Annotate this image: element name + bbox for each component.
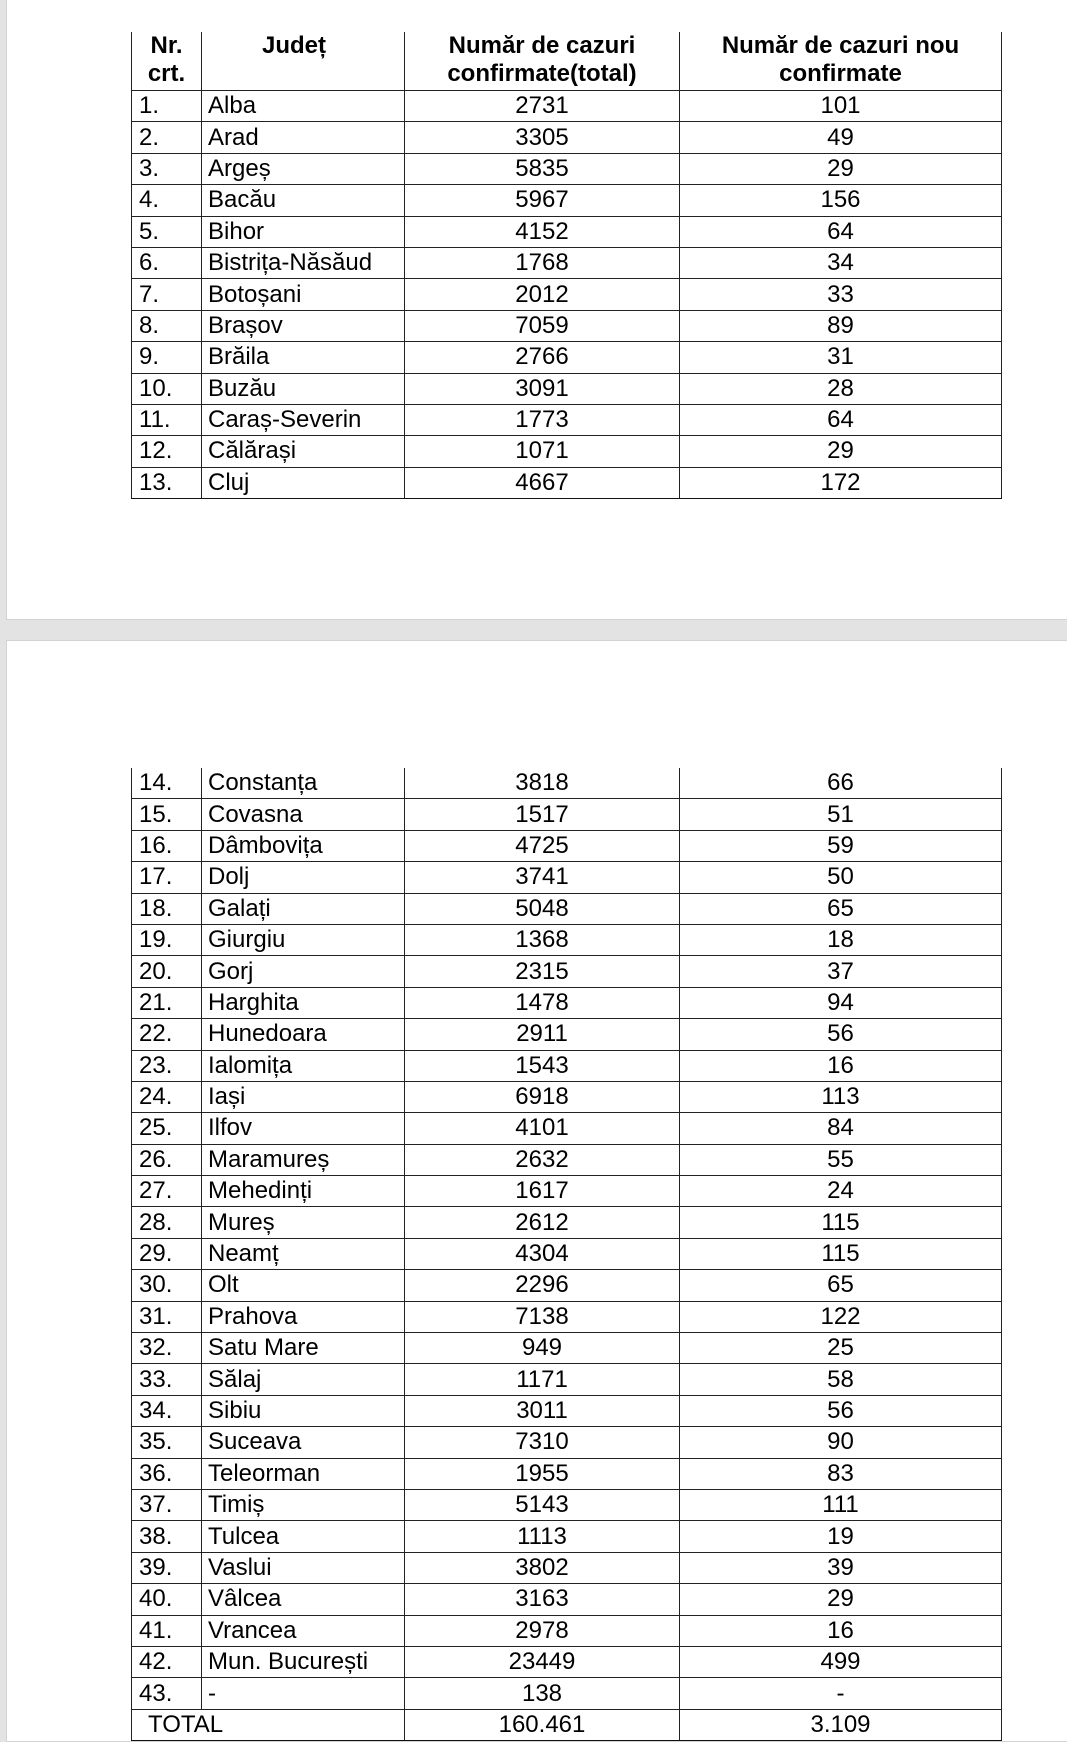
table-row [132, 893, 1002, 924]
new-cases-value: 83 [680, 1458, 1002, 1489]
table-row [132, 247, 1002, 278]
table-body-part-1 [132, 91, 1002, 499]
row-number: 3. [132, 153, 202, 184]
new-cases-value: 49 [680, 122, 1002, 153]
table-row [132, 1552, 1002, 1583]
row-number: 41. [132, 1615, 202, 1646]
county-name: Suceava [202, 1427, 405, 1458]
county-name: Bistrița-Năsăud [202, 247, 405, 278]
row-number: 4. [132, 185, 202, 216]
county-name: Brașov [202, 310, 405, 341]
row-number: 34. [132, 1395, 202, 1426]
county-name: Galați [202, 893, 405, 924]
new-cases-value: 29 [680, 1584, 1002, 1615]
table-row [132, 1646, 1002, 1677]
row-number: 7. [132, 279, 202, 310]
row-number: 40. [132, 1584, 202, 1615]
row-number: 20. [132, 956, 202, 987]
new-cases-value: 24 [680, 1176, 1002, 1207]
row-number: 21. [132, 987, 202, 1018]
total-cases-value: 1368 [405, 924, 680, 955]
row-number: 27. [132, 1176, 202, 1207]
table-row [132, 185, 1002, 216]
table-row [132, 1427, 1002, 1458]
total-cases-value: 3163 [405, 1584, 680, 1615]
county-name: Harghita [202, 987, 405, 1018]
document-page-2 [6, 640, 1067, 1742]
table-row [132, 1019, 1002, 1050]
county-name: Sălaj [202, 1364, 405, 1395]
row-number: 39. [132, 1552, 202, 1583]
new-cases-value: 101 [680, 91, 1002, 122]
new-cases-value: 29 [680, 436, 1002, 467]
total-cases-value: 4101 [405, 1113, 680, 1144]
table-row [132, 310, 1002, 341]
new-cases-value: 39 [680, 1552, 1002, 1583]
total-cases-value: 2978 [405, 1615, 680, 1646]
county-name: Mureș [202, 1207, 405, 1238]
table-row [132, 1238, 1002, 1269]
new-cases-value: 29 [680, 153, 1002, 184]
new-cases-value: 16 [680, 1050, 1002, 1081]
row-number: 9. [132, 342, 202, 373]
row-number: 22. [132, 1019, 202, 1050]
county-name: Ialomița [202, 1050, 405, 1081]
row-number: 38. [132, 1521, 202, 1552]
county-name: Călărași [202, 436, 405, 467]
total-cases-value: 3305 [405, 122, 680, 153]
new-cases-value: 51 [680, 799, 1002, 830]
row-number: 13. [132, 467, 202, 498]
table-row [132, 1207, 1002, 1238]
county-name: Vrancea [202, 1615, 405, 1646]
table-row [132, 1395, 1002, 1426]
table-row [132, 1081, 1002, 1112]
county-name: Hunedoara [202, 1019, 405, 1050]
row-number: 33. [132, 1364, 202, 1395]
new-cases-value: 18 [680, 924, 1002, 955]
table-row [132, 1301, 1002, 1332]
new-cases-value: - [680, 1678, 1002, 1709]
row-number: 16. [132, 830, 202, 861]
total-cases-value: 7138 [405, 1301, 680, 1332]
row-number: 24. [132, 1081, 202, 1112]
row-number: 25. [132, 1113, 202, 1144]
total-cases-value: 6918 [405, 1081, 680, 1112]
county-name: Buzău [202, 373, 405, 404]
new-cases-value: 56 [680, 1395, 1002, 1426]
county-name: Mun. București [202, 1646, 405, 1677]
new-cases-value: 25 [680, 1333, 1002, 1364]
total-cases-value: 2315 [405, 956, 680, 987]
row-number: 43. [132, 1678, 202, 1709]
county-name: Prahova [202, 1301, 405, 1332]
total-cases-value: 2296 [405, 1270, 680, 1301]
county-name: Tulcea [202, 1521, 405, 1552]
row-number: 15. [132, 799, 202, 830]
new-cases-value: 111 [680, 1489, 1002, 1520]
table-body-part-2 [132, 768, 1002, 1709]
row-number: 30. [132, 1270, 202, 1301]
county-name: Maramureș [202, 1144, 405, 1175]
county-name: Bihor [202, 216, 405, 247]
row-number: 12. [132, 436, 202, 467]
row-number: 1. [132, 91, 202, 122]
row-number: 28. [132, 1207, 202, 1238]
new-cases-value: 94 [680, 987, 1002, 1018]
document-page-1 [6, 0, 1067, 620]
row-number: 2. [132, 122, 202, 153]
total-cases-value: 3741 [405, 862, 680, 893]
total-cases-value: 3091 [405, 373, 680, 404]
total-cases-value: 2766 [405, 342, 680, 373]
table-row [132, 1364, 1002, 1395]
row-number: 29. [132, 1238, 202, 1269]
total-cases-value: 1478 [405, 987, 680, 1018]
header-new-cases: Număr de cazuri nou confirmate [680, 32, 1002, 91]
new-cases-value: 34 [680, 247, 1002, 278]
new-cases-value: 16 [680, 1615, 1002, 1646]
table-row [132, 216, 1002, 247]
total-label: TOTAL [132, 1709, 405, 1740]
county-name: Olt [202, 1270, 405, 1301]
new-cases-value: 37 [680, 956, 1002, 987]
cases-table-part-2 [131, 768, 1002, 1741]
row-number: 11. [132, 404, 202, 435]
row-number: 10. [132, 373, 202, 404]
total-cases-value: 5143 [405, 1489, 680, 1520]
total-cases-value: 2632 [405, 1144, 680, 1175]
new-cases-value: 66 [680, 768, 1002, 799]
county-name: Vâlcea [202, 1584, 405, 1615]
total-cases-value: 1955 [405, 1458, 680, 1489]
row-number: 18. [132, 893, 202, 924]
new-cases-value: 58 [680, 1364, 1002, 1395]
county-name: Iași [202, 1081, 405, 1112]
table-row [132, 91, 1002, 122]
new-cases-value: 31 [680, 342, 1002, 373]
table-row [132, 1521, 1002, 1552]
table-row [132, 1113, 1002, 1144]
new-cases-value: 115 [680, 1207, 1002, 1238]
total-cases-value: 1543 [405, 1050, 680, 1081]
new-cases-value: 90 [680, 1427, 1002, 1458]
total-row [132, 1709, 1002, 1740]
row-number: 6. [132, 247, 202, 278]
total-cases-value: 949 [405, 1333, 680, 1364]
county-name: Ilfov [202, 1113, 405, 1144]
county-name: Giurgiu [202, 924, 405, 955]
cases-table-part-1 [131, 32, 1002, 499]
county-name: Vaslui [202, 1552, 405, 1583]
total-cases-value: 2911 [405, 1019, 680, 1050]
county-name: Cluj [202, 467, 405, 498]
county-name: Dâmbovița [202, 830, 405, 861]
new-cases-value: 56 [680, 1019, 1002, 1050]
total-cases-value: 7059 [405, 310, 680, 341]
total-cases-value: 2012 [405, 279, 680, 310]
new-cases-value: 65 [680, 1270, 1002, 1301]
table-row [132, 830, 1002, 861]
table-row [132, 153, 1002, 184]
table-row [132, 987, 1002, 1018]
total-cases-value: 5967 [405, 185, 680, 216]
total-cases-value: 5835 [405, 153, 680, 184]
total-cases-sum: 160.461 [405, 1709, 680, 1740]
total-cases-value: 7310 [405, 1427, 680, 1458]
table-row [132, 1615, 1002, 1646]
row-number: 5. [132, 216, 202, 247]
new-cases-sum: 3.109 [680, 1709, 1002, 1740]
table-row [132, 342, 1002, 373]
table-row [132, 1333, 1002, 1364]
table-row [132, 373, 1002, 404]
header-total-cases: Număr de cazuri confirmate(total) [405, 32, 680, 91]
table-row [132, 1458, 1002, 1489]
county-name: Teleorman [202, 1458, 405, 1489]
total-cases-value: 138 [405, 1678, 680, 1709]
total-cases-value: 1617 [405, 1176, 680, 1207]
total-cases-value: 3802 [405, 1552, 680, 1583]
total-cases-value: 1171 [405, 1364, 680, 1395]
row-number: 35. [132, 1427, 202, 1458]
total-cases-value: 4152 [405, 216, 680, 247]
table-row [132, 1489, 1002, 1520]
county-name: Mehedinți [202, 1176, 405, 1207]
new-cases-value: 33 [680, 279, 1002, 310]
county-name: Botoșani [202, 279, 405, 310]
table-row [132, 956, 1002, 987]
county-name: Argeș [202, 153, 405, 184]
total-cases-value: 5048 [405, 893, 680, 924]
total-cases-value: 4667 [405, 467, 680, 498]
new-cases-value: 115 [680, 1238, 1002, 1269]
row-number: 36. [132, 1458, 202, 1489]
total-cases-value: 3011 [405, 1395, 680, 1426]
county-name: Satu Mare [202, 1333, 405, 1364]
county-name: - [202, 1678, 405, 1709]
table-row [132, 768, 1002, 799]
header-judet: Județ [202, 32, 405, 91]
county-name: Caraș-Severin [202, 404, 405, 435]
row-number: 14. [132, 768, 202, 799]
new-cases-value: 122 [680, 1301, 1002, 1332]
table-row [132, 799, 1002, 830]
row-number: 8. [132, 310, 202, 341]
county-name: Gorj [202, 956, 405, 987]
county-name: Arad [202, 122, 405, 153]
new-cases-value: 55 [680, 1144, 1002, 1175]
row-number: 42. [132, 1646, 202, 1677]
table-row [132, 467, 1002, 498]
new-cases-value: 50 [680, 862, 1002, 893]
total-cases-value: 23449 [405, 1646, 680, 1677]
table-row [132, 862, 1002, 893]
new-cases-value: 156 [680, 185, 1002, 216]
new-cases-value: 64 [680, 404, 1002, 435]
table-row [132, 1176, 1002, 1207]
total-cases-value: 2612 [405, 1207, 680, 1238]
new-cases-value: 19 [680, 1521, 1002, 1552]
total-cases-value: 1773 [405, 404, 680, 435]
header-nr-crt: Nr. crt. [132, 32, 202, 91]
table-row [132, 924, 1002, 955]
table-row [132, 404, 1002, 435]
county-name: Bacău [202, 185, 405, 216]
new-cases-value: 65 [680, 893, 1002, 924]
new-cases-value: 89 [680, 310, 1002, 341]
table-row [132, 1144, 1002, 1175]
total-cases-value: 1113 [405, 1521, 680, 1552]
county-name: Neamț [202, 1238, 405, 1269]
row-number: 23. [132, 1050, 202, 1081]
county-name: Constanța [202, 768, 405, 799]
table-header-row [132, 32, 1002, 91]
county-name: Covasna [202, 799, 405, 830]
row-number: 26. [132, 1144, 202, 1175]
county-name: Alba [202, 91, 405, 122]
total-cases-value: 1768 [405, 247, 680, 278]
total-cases-value: 2731 [405, 91, 680, 122]
county-name: Brăila [202, 342, 405, 373]
new-cases-value: 28 [680, 373, 1002, 404]
row-number: 19. [132, 924, 202, 955]
county-name: Timiș [202, 1489, 405, 1520]
row-number: 31. [132, 1301, 202, 1332]
row-number: 37. [132, 1489, 202, 1520]
table-row [132, 1584, 1002, 1615]
table-row [132, 1050, 1002, 1081]
total-cases-value: 4304 [405, 1238, 680, 1269]
total-cases-value: 4725 [405, 830, 680, 861]
total-cases-value: 1071 [405, 436, 680, 467]
county-name: Dolj [202, 862, 405, 893]
county-name: Sibiu [202, 1395, 405, 1426]
new-cases-value: 499 [680, 1646, 1002, 1677]
new-cases-value: 59 [680, 830, 1002, 861]
new-cases-value: 172 [680, 467, 1002, 498]
total-cases-value: 1517 [405, 799, 680, 830]
row-number: 32. [132, 1333, 202, 1364]
table-row [132, 279, 1002, 310]
table-row [132, 436, 1002, 467]
new-cases-value: 64 [680, 216, 1002, 247]
table-row [132, 122, 1002, 153]
table-row [132, 1678, 1002, 1709]
table-row [132, 1270, 1002, 1301]
new-cases-value: 84 [680, 1113, 1002, 1144]
total-cases-value: 3818 [405, 768, 680, 799]
row-number: 17. [132, 862, 202, 893]
new-cases-value: 113 [680, 1081, 1002, 1112]
